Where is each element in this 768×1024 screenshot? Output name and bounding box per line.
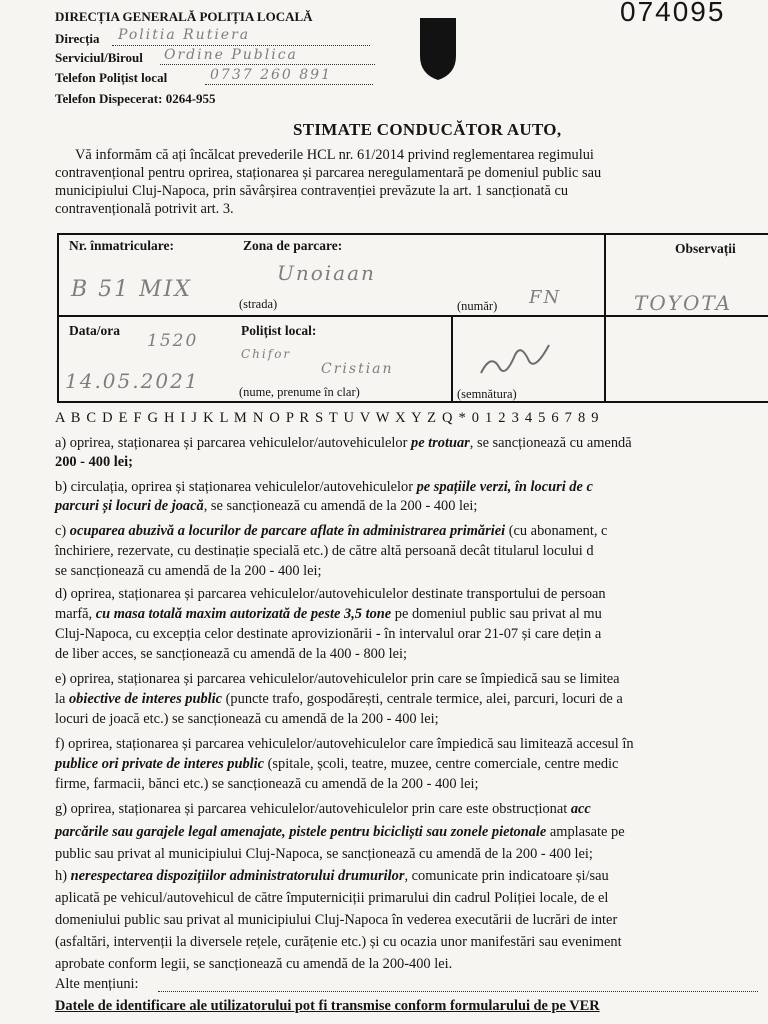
signature-sublabel: (semnătura) [457,387,517,401]
other-mentions-line [158,991,758,992]
paragraph-d-line-2: marfă, cu masa totală maxim autorizată de peste 3,5 tone pe domeniul public sau privat al mu [55,606,602,622]
intro-line-4: contravențională potrivit art. 3. [55,201,234,217]
number-sublabel: (număr) [457,299,498,313]
paragraph-a-line-1: a) oprirea, staționarea și parcarea vehiculelor/autovehiculelor pe trotuar, se sancționează cu amendă [55,435,632,451]
name-sublabel: (nume, prenume în clar) [239,385,360,399]
observations-label: Observații [675,241,736,256]
paragraph-h-line-2: aplicată pe vehicul/autovehicul de către împuterniciții primarului din cadrul Poliției locale, de el [55,890,609,906]
paragraph-f-line-3: firme, farmacii, bănci etc.) se sancționează cu amendă de la 200 - 400 lei; [55,776,479,792]
telefon-label: Telefon Polițist local [55,70,168,85]
coat-of-arms-icon [418,16,458,82]
plate-label: Nr. înmatriculare: [69,238,174,253]
paragraph-f-line-1: f) oprirea, staționarea și parcarea vehiculelor/autovehiculelor care împiedică sau limitează accesul în [55,736,634,752]
paragraph-e-line-1: e) oprirea, staționarea și parcarea vehiculelor/autovehiculelor prin care se împiedică sau se limitea [55,671,620,687]
paragraph-g-line-1: g) oprirea, staționarea și parcarea vehiculelor/autovehiculelor prin care este obstrucționat acc [55,801,591,817]
paragraph-c-line-2: închiriere, rezervate, cu destinație specială etc.) de către altă persoană decât titularul locului d [55,543,594,559]
paragraph-f-line-2: publice ori private de interes public (spitale, școli, teatre, muzee, centre comerciale, centre medic [55,756,619,772]
street-sublabel: (strada) [239,297,278,311]
paragraph-d-line-4: de liber acces, se sancționează cu amendă de la 400 - 800 lei; [55,646,408,662]
zone-label: Zona de parcare: [243,238,343,253]
paragraph-h-line-4: (asfaltări, intervenții la diversele rețele, curățenie etc.) și cu ocazia unor manifestări sau eveniment [55,934,622,950]
notice-title: STIMATE CONDUCĂTOR AUTO, [293,120,562,139]
officer-last-name: Cristian [321,361,394,377]
paragraph-b-line-1: b) circulația, oprirea și staționarea vehiculelor/autovehiculelor pe spațiile verzi, în locuri de c [55,479,593,495]
other-mentions-label: Alte mențiuni: [55,976,139,992]
officer-label: Polițist local: [241,323,317,338]
number-value: FN [529,287,562,308]
paragraph-e-line-2: la obiective de interes public (puncte trafo, gospodărești, centrale termice, alei, parcuri, locuri de a [55,691,623,707]
paragraph-h-line-5: aprobate conform legii, se sancționează cu amendă de la 200-400 lei. [55,956,453,972]
officer-first-name: Chifor [241,347,292,361]
intro-line-3: municipiului Cluj-Napoca, prin săvârșirea contravenției prevăzute la art. 1 sancționată cu [55,183,569,199]
zone-value: Unoiaan [277,261,376,285]
dispecerat-label: Telefon Dispecerat: 0264-955 [55,91,216,106]
serviciu-handwritten: Ordine Publica [164,47,298,63]
footer-notice: Datele de identificare ale utilizatorului pot fi transmise conform formularului de pe VER [55,998,600,1014]
paragraph-d-line-1: d) oprirea, staționarea și parcarea vehiculelor/autovehiculelor destinate transportului de persoan [55,586,606,602]
serial-number: 074095 [620,0,726,27]
paragraph-e-line-3: locuri de joacă etc.) se sancționează cu amendă de la 200 - 400 lei; [55,711,439,727]
paragraph-h-line-3: domeniului public sau privat al municipiului Cluj-Napoca în vederea executării de lucrări de inter [55,912,618,928]
paragraph-g-line-2: parcările sau garajele legal amenajate, pistele pentru bicicliști sau zonele pietonale amplasate pe [55,824,625,840]
violation-form-table [57,233,768,403]
serviciu-label: Serviciul/Biroul [55,50,143,65]
paragraph-c-line-3: se sancționează cu amendă de la 200 - 400 lei; [55,563,322,579]
signature-mark [469,333,569,393]
paragraph-a-line-2: 200 - 400 lei; [55,454,133,470]
paragraph-b-line-2: parcuri și locuri de joacă, se sancționează cu amendă de la 200 - 400 lei; [55,498,478,514]
intro-line-1: Vă informăm că ați încălcat prevederile HCL nr. 61/2014 privind reglementarea regimului [75,147,594,163]
directie-handwritten: Politia Rutiera [118,27,251,43]
directie-dotline [112,45,370,46]
directie-label: Direcția [55,31,100,46]
datetime-label: Data/ora [69,323,120,338]
time-value: 1520 [147,331,199,351]
date-value: 14.05.2021 [65,369,200,393]
observations-value: TOYOTA [634,291,733,315]
paragraph-d-line-3: Cluj-Napoca, cu excepția celor destinate aprovizionării - în intervalul orar 21-07 și care dețin a [55,626,602,642]
plate-character-key: A B C D E F G H I J K L M N O P R S T U V W X Y Z Q * 0 1 2 3 4 5 6 7 8 9 [55,410,600,426]
paragraph-h-line-1: h) nerespectarea dispozițiilor administratorului drumurilor, comunicate prin indicatoare și/sau [55,868,609,884]
telefon-handwritten: 0737 260 891 [210,67,332,83]
plate-value: B 51 MIX [71,277,193,302]
paragraph-g-line-3: public sau privat al municipiului Cluj-Napoca, se sancționează cu amendă de la 200 - 400 lei; [55,846,593,862]
institution-name: DIRECȚIA GENERALĂ POLIȚIA LOCALĂ [55,9,313,24]
telefon-dotline [205,84,373,85]
paragraph-c-line-1: c) ocuparea abuzivă a locurilor de parcare aflate în administrarea primăriei (cu abonament, c [55,523,608,539]
intro-line-2: contravențional pentru oprirea, staționarea și parcarea neregulamentară pe domeniul public sau [55,165,602,181]
serviciu-dotline [160,64,375,65]
